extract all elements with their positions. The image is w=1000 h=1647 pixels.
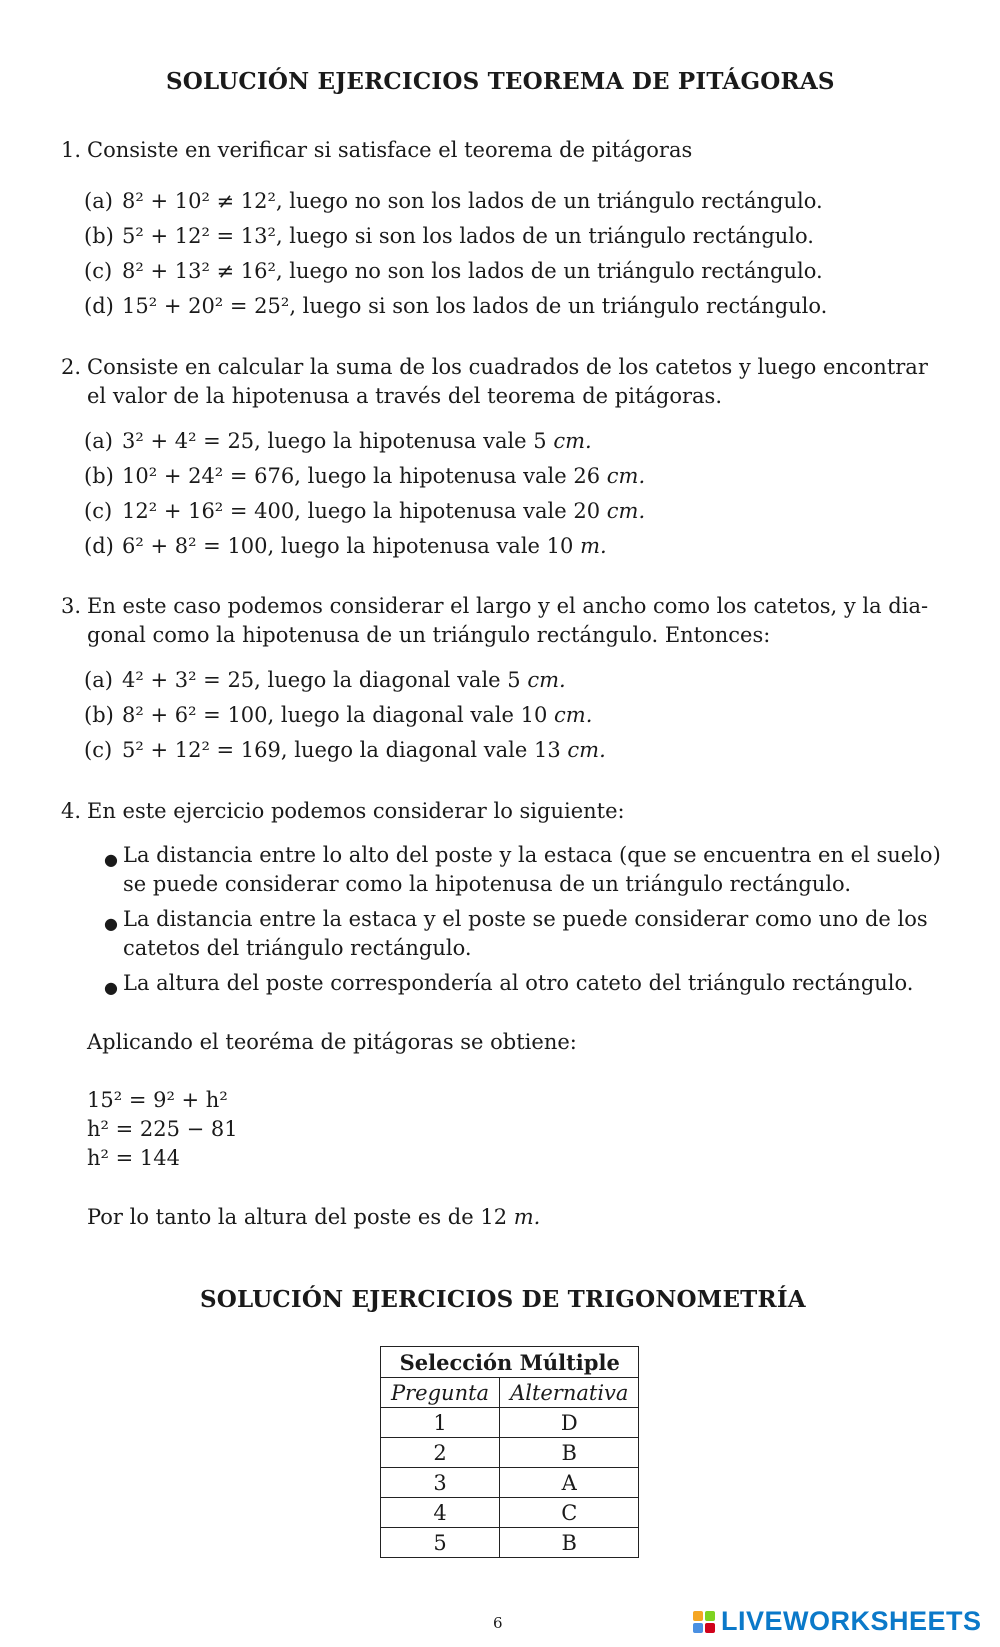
list-item: se puede considerar como la hipotenusa de un triángulo rectángulo. — [123, 872, 852, 896]
answers-table — [380, 1346, 639, 1558]
list-item: (d) 15² + 20² = 25², luego si son los lados de un triángulo rectángulo. — [84, 294, 828, 318]
exercise-3-number: 3. — [61, 594, 82, 618]
equation-3: h² = 144 — [87, 1146, 180, 1170]
page-number: 6 — [493, 1614, 503, 1632]
table-row — [381, 1468, 639, 1498]
table-cell: D — [500, 1408, 639, 1438]
table-row — [381, 1528, 639, 1558]
equation-1: 15² = 9² + h² — [87, 1088, 228, 1112]
page-title: SOLUCIÓN EJERCICIOS TEOREMA DE PITÁGORAS — [166, 68, 835, 95]
exercise-2-text-line1: Consiste en calcular la suma de los cuadrados de los catetos y luego encontrar — [87, 355, 928, 379]
exercise-4-intro: En este ejercicio podemos considerar lo siguiente: — [87, 799, 625, 823]
bullet-icon: ● — [104, 914, 118, 933]
exercise-2-number: 2. — [61, 355, 82, 379]
table-cell: 4 — [381, 1498, 500, 1528]
list-item: (b) 8² + 6² = 100, luego la diagonal vale 10 cm. — [84, 703, 593, 727]
list-item: La distancia entre lo alto del poste y la estaca (que se encuentra en el suelo) — [123, 843, 941, 867]
section-title-trigonometry: SOLUCIÓN EJERCICIOS DE TRIGONOMETRÍA — [200, 1286, 806, 1313]
logo-text: LIVEWORKSHEETS — [721, 1606, 982, 1636]
list-item: (a) 3² + 4² = 25, luego la hipotenusa vale 5 cm. — [84, 429, 592, 453]
logo-grid-icon — [693, 1611, 715, 1633]
equation-2: h² = 225 − 81 — [87, 1117, 238, 1141]
column-header-pregunta: Pregunta — [381, 1378, 500, 1408]
list-item: (c) 8² + 13² ≠ 16², luego no son los lados de un triángulo rectángulo. — [84, 259, 823, 283]
table-cell: B — [500, 1438, 639, 1468]
list-item: (c) 5² + 12² = 169, luego la diagonal vale 13 cm. — [84, 738, 606, 762]
exercise-4-conclusion: Por lo tanto la altura del poste es de 12 m. — [87, 1205, 541, 1229]
table-cell: 1 — [381, 1408, 500, 1438]
exercise-3-text-line2: gonal como la hipotenusa de un triángulo rectángulo. Entonces: — [87, 623, 771, 647]
table-cell: C — [500, 1498, 639, 1528]
exercise-3-text-line1: En este caso podemos considerar el largo y el ancho como los catetos, y la dia- — [87, 594, 929, 618]
exercise-2-text-line2: el valor de la hipotenusa a través del teorema de pitágoras. — [87, 384, 722, 408]
exercise-4-number: 4. — [61, 799, 82, 823]
exercise-1-number: 1. — [61, 138, 82, 162]
table-header: Selección Múltiple — [381, 1347, 639, 1378]
exercise-1-text: Consiste en verificar si satisface el teorema de pitágoras — [87, 138, 693, 162]
table-cell: A — [500, 1468, 639, 1498]
liveworksheets-logo[interactable] — [693, 1606, 982, 1637]
list-item: catetos del triángulo rectángulo. — [123, 936, 472, 960]
table-cell: 2 — [381, 1438, 500, 1468]
column-header-alternativa: Alternativa — [500, 1378, 639, 1408]
list-item: (a) 4² + 3² = 25, luego la diagonal vale 5 cm. — [84, 668, 566, 692]
exercise-4-apply: Aplicando el teoréma de pitágoras se obtiene: — [87, 1030, 577, 1054]
bullet-icon: ● — [104, 850, 118, 869]
table-cell: 3 — [381, 1468, 500, 1498]
table-cell: B — [500, 1528, 639, 1558]
table-cell: 5 — [381, 1528, 500, 1558]
list-item: (a) 8² + 10² ≠ 12², luego no son los lados de un triángulo rectángulo. — [84, 189, 823, 213]
list-item: (c) 12² + 16² = 400, luego la hipotenusa vale 20 cm. — [84, 499, 646, 523]
list-item: (b) 10² + 24² = 676, luego la hipotenusa vale 26 cm. — [84, 464, 646, 488]
list-item: (d) 6² + 8² = 100, luego la hipotenusa vale 10 m. — [84, 534, 607, 558]
list-item: (b) 5² + 12² = 13², luego si son los lados de un triángulo rectángulo. — [84, 224, 814, 248]
table-row — [381, 1438, 639, 1468]
table-row — [381, 1408, 639, 1438]
table-row — [381, 1498, 639, 1528]
list-item: La distancia entre la estaca y el poste se puede considerar como uno de los — [123, 907, 928, 931]
bullet-icon: ● — [104, 978, 118, 997]
list-item: La altura del poste correspondería al otro cateto del triángulo rectángulo. — [123, 971, 914, 995]
